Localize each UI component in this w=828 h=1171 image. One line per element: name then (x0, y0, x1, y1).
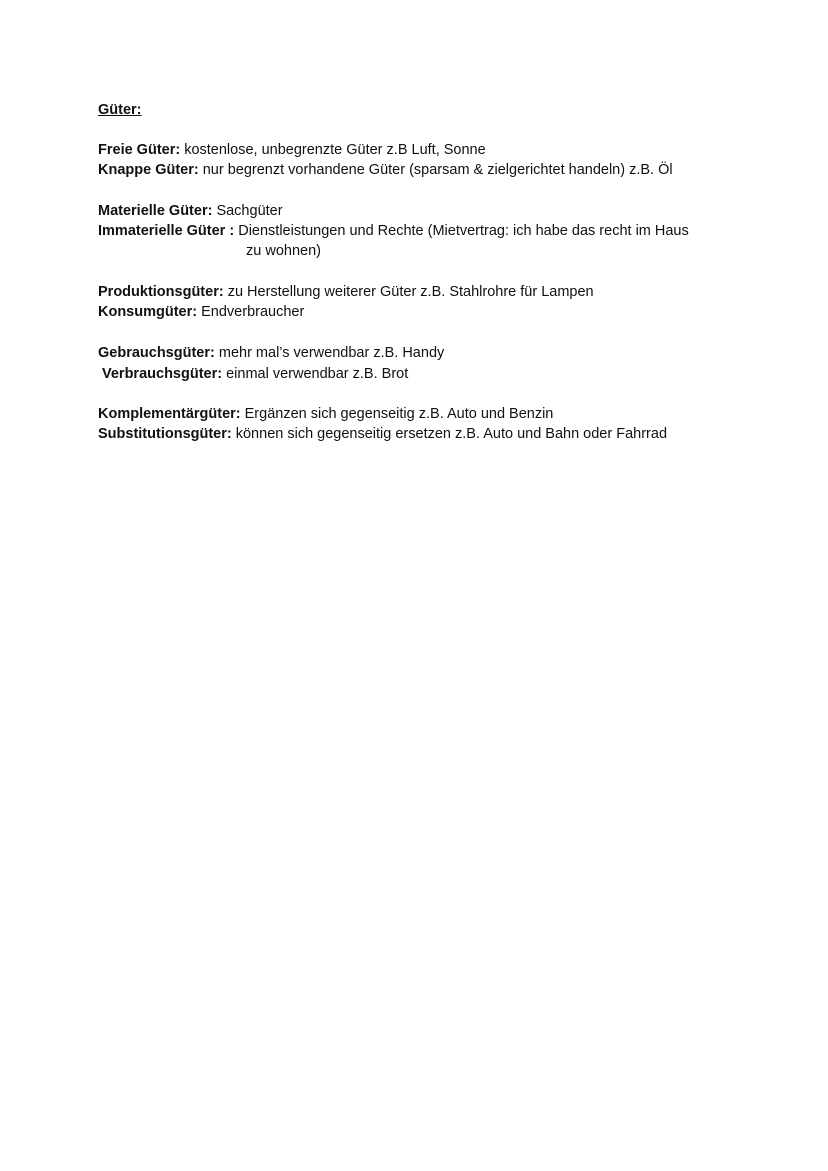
term: Substitutionsgüter: (98, 426, 232, 442)
definition: nur begrenzt vorhandene Güter (sparsam & zielgerichtet handeln) z.B. Öl (198, 162, 673, 178)
entry-gebrauchsgueter (98, 343, 444, 363)
term: Produktionsgüter: (98, 284, 224, 300)
entry-konsumgueter (98, 302, 304, 322)
entry-freie-gueter (98, 140, 486, 160)
entry-komplementaergueter (98, 404, 553, 424)
term: Konsumgüter: (98, 304, 198, 320)
term: Komplementärgüter: (98, 406, 241, 422)
definition: Ergänzen sich gegenseitig z.B. Auto und Benzin (240, 406, 554, 422)
entry-materielle-gueter (98, 201, 283, 221)
definition: Dienstleistungen und Rechte (Mietvertrag: ich habe das recht im Haus (234, 223, 689, 239)
definition: Sachgüter (212, 203, 283, 219)
definition: einmal verwendbar z.B. Brot (222, 366, 409, 382)
entry-produktionsgueter (98, 282, 594, 302)
definition: zu Herstellung weiterer Güter z.B. Stahlrohre für Lampen (223, 284, 594, 300)
definition: können sich gegenseitig ersetzen z.B. Auto und Bahn oder Fahrrad (231, 426, 668, 442)
term: Gebrauchsgüter: (98, 345, 215, 361)
definition: Endverbraucher (197, 304, 305, 320)
term: Materielle Güter: (98, 203, 213, 219)
term: Knappe Güter: (98, 162, 199, 178)
term: Freie Güter: (98, 142, 181, 158)
page-title: Güter: (98, 102, 142, 118)
term: Verbrauchsgüter: (102, 366, 223, 382)
entry-knappe-gueter (98, 160, 673, 180)
entry-substitutionsgueter (98, 424, 667, 444)
definition: mehr mal’s verwendbar z.B. Handy (214, 345, 445, 361)
entry-immaterielle-gueter (98, 221, 689, 241)
definition-continuation: zu wohnen) (246, 243, 321, 259)
entry-verbrauchsgueter (102, 364, 408, 384)
definition: kostenlose, unbegrenzte Güter z.B Luft, Sonne (180, 142, 486, 158)
term: Immaterielle Güter : (98, 223, 235, 239)
